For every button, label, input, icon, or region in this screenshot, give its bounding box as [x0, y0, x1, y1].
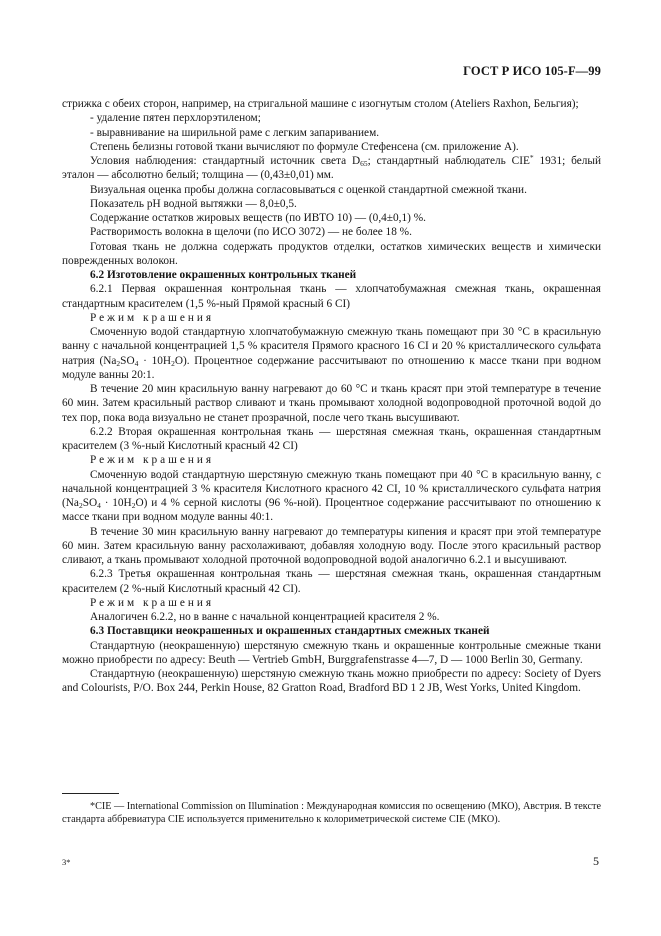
- paragraph: Растворимость волокна в щелочи (по ИСО 3072) — не более 18 %.: [90, 226, 412, 239]
- footnote-text: *CIE — International Commission on Illumination : Международная комиссия по освещению (МКО), Австрия. В тексте стандарта аббревиатура CIE используется применительно к колориметрической системе CIE (МКО).: [62, 801, 601, 825]
- subheading: Режим крашения: [90, 311, 215, 324]
- section-heading: 6.3 Поставщики неокрашенных и окрашенных стандартных смежных тканей: [90, 625, 490, 638]
- paragraph: Готовая ткань не должна содержать продуктов отделки, остатков химических веществ и химически поврежденных волокон.: [62, 240, 601, 267]
- paragraph: [62, 325, 601, 382]
- list-item: - удаление пятен перхлорэтиленом;: [90, 112, 261, 125]
- paragraph: стрижка с обеих сторон, например, на стригальной машине с изогнутым столом (Ateliers Raxhon, Бельгия);: [62, 98, 579, 110]
- text-run: SO: [82, 497, 98, 509]
- text-run: Условия наблюдения: стандартный источник света D: [90, 155, 361, 167]
- page-number: 5: [593, 854, 599, 868]
- paragraph: В течение 20 мин красильную ванну нагревают до 60 °С и ткань красят при этой температуре в течение 60 мин. Затем красильный раствор сливают и ткань промывают холодной водопроводной проточной водой до тех пор, пока вода визуально не станет прозрачной, после чего ткань высушивают.: [62, 383, 601, 424]
- text-run: O). Процентное содержание рассчитывают по отношению к массе ткани при водном модуле ванны 20:1.: [62, 354, 601, 381]
- paragraph: 6.2.1 Первая окрашенная контрольная ткань — хлопчатобумажная смежная ткань, окрашенная стандартным красителем (1,5 %-ный Прямой красный 6 CI): [62, 283, 601, 310]
- paragraph: 6.2.3 Третья окрашенная контрольная ткань — шерстяная смежная ткань, окрашенная стандартным красителем (2 %-ный Кислотный красный 42 CI).: [62, 568, 601, 595]
- page-body: [62, 97, 601, 696]
- subscript: 2: [78, 501, 83, 510]
- paragraph: 6.2.2 Вторая окрашенная контрольная ткань — шерстяная смежная ткань, окрашенная стандартным красителем (3 %-ный Кислотный красный 42 CI): [62, 425, 601, 452]
- footnote-divider: [62, 793, 119, 794]
- subheading: Режим крашения: [90, 454, 215, 467]
- text-run: Смоченную водой стандартную шерстяную смежную ткань помещают при 40 °С в красильную ванну, с начальной концентрацией 3 % красителя Кислотного красного 42 CI, 10 % кристаллического сульфата натрия (Na: [62, 468, 601, 509]
- paragraph: [62, 154, 601, 183]
- paragraph: Степень белизны готовой ткани вычисляют по формуле Стефенсена (см. приложение А).: [90, 140, 519, 153]
- paragraph: Визуальная оценка пробы должна согласовываться с оценкой стандартной смежной ткани.: [90, 183, 527, 196]
- list-item: - выравнивание на ширильной раме с легким запариванием.: [90, 126, 380, 139]
- paragraph: Стандартную (неокрашенную) шерстяную смежную ткань и окрашенные контрольные смежные ткани можно приобрести по адресу: Beuth — Vertrieb GmbH, Burggrafenstrasse 4—7, D — 1000 Berlin 30, Germany.: [62, 639, 601, 666]
- subscript: 2: [131, 501, 136, 510]
- section-heading: 6.2 Изготовление окрашенных контрольных тканей: [90, 269, 357, 281]
- sheet-mark: 3*: [62, 857, 71, 867]
- footnote: [62, 800, 601, 826]
- paragraph: Стандартную (неокрашенную) шерстяную смежную ткань можно приобрести по адресу: Society of Dyers and Colourists, P/O. Box 244, Perkin House, 82 Gratton Road, Bradford BD 1 2 JB, West Yorks, United Kingdom.: [62, 668, 601, 695]
- paragraph: Содержание остатков жировых веществ (по ИВТО 10) — (0,4±0,1) %.: [90, 212, 426, 224]
- text-run: SO: [120, 354, 135, 367]
- text-run: O) и 4 % серной кислоты (96 %-ной). Процентное содержание рассчитывают по отношению к массе ткани при водном модуле ванны 40:1.: [62, 497, 601, 524]
- text-run: Смоченную водой стандартную хлопчатобумажную смежную ткань помещают при 30 °С в красильную ванну с начальной концентрацией 1,5 % красителя Прямого красного 16 CI и 20 % кристаллического сульфата натрия (Na: [62, 326, 601, 367]
- subscript: 2: [171, 358, 175, 368]
- document-header: ГОСТ Р ИСО 105-F—99: [463, 64, 601, 78]
- text-run: 1931; белый эталон — абсолютно белый; толщина — (0,43±0,01) мм.: [62, 155, 601, 182]
- paragraph: Показатель рН водной вытяжки — 8,0±0,5.: [90, 197, 297, 210]
- paragraph: Аналогичен 6.2.2, но в ванне с начальной концентрацией красителя 2 %.: [90, 611, 440, 623]
- subheading: Режим крашения: [90, 596, 215, 609]
- text-run: · 10H: [138, 354, 172, 367]
- paragraph: [62, 468, 601, 525]
- text-run: ; стандартный наблюдатель CIE: [367, 155, 530, 167]
- paragraph: В течение 30 мин красильную ванну нагревают до температуры кипения и красят при этой температуре 60 мин. Затем красильную ванну расхолаживают, добавляя холодную воду. После этого красильный раствор сливают, а ткань промывают холодной проточной водопроводной водой аналогично 6.2.1 и высушивают.: [62, 525, 601, 566]
- subscript: 2: [116, 358, 121, 368]
- footnote-marker: *: [529, 153, 534, 162]
- subscript: 4: [97, 501, 101, 510]
- subscript: 65: [360, 159, 368, 168]
- text-run: · 10H: [100, 497, 132, 509]
- subscript: 4: [134, 358, 139, 368]
